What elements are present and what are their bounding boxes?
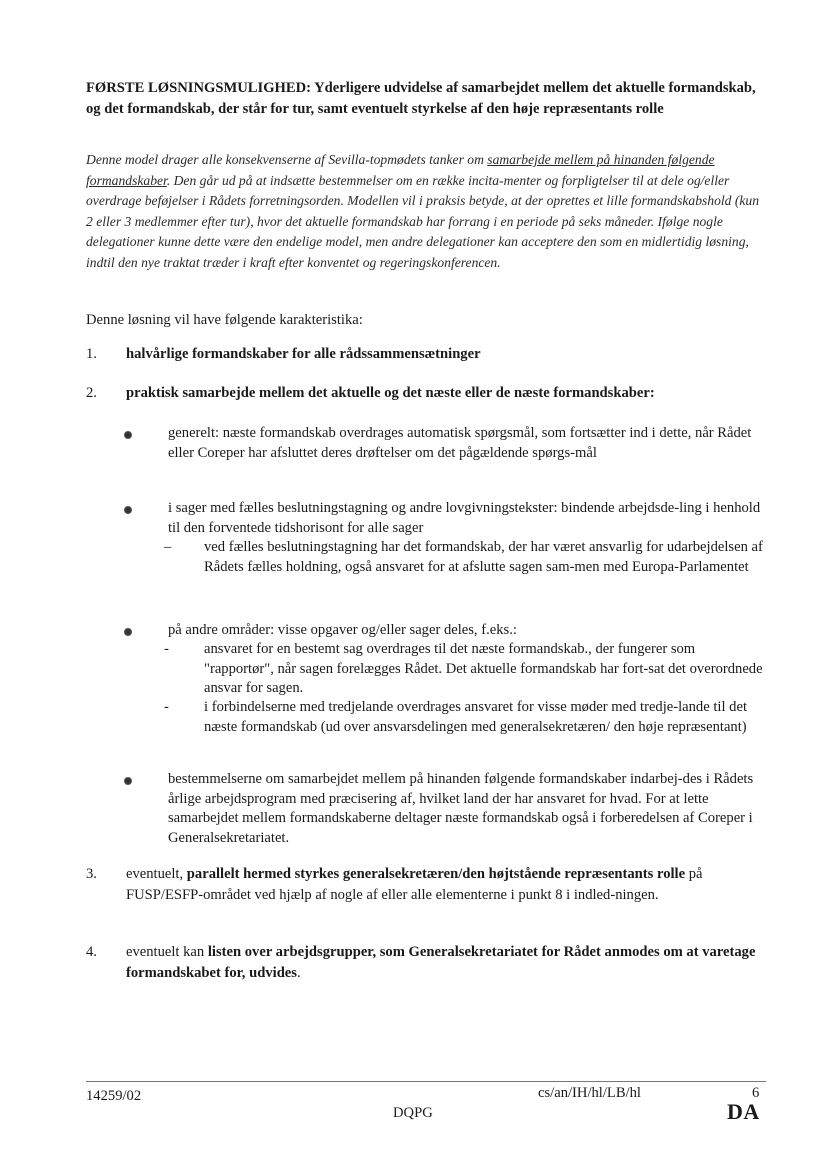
bullet-text: bestemmelserne om samarbejdet mellem på hinanden følgende formandskaber indarbej-des i Rådets årlige arbejdsprogram med præcisering af, hvilket land der har ansvaret for hvad. For at lette samarbejdet mellem formandskaberne deltager næste formandskab også i forberedelsen af Coreper i Generalsekretariatet. [168, 771, 754, 846]
item-text [126, 942, 766, 984]
intro-paragraph [86, 150, 766, 273]
sub-text: i forbindelserne med tredjelande overdrages ansvaret for visse møder med tredje-lande til det næste formandskab (ud over ansvarsdelingen med generalsekretæren/ den høje repræsentant) [204, 699, 747, 735]
item-text [126, 864, 766, 906]
bullet-icon [124, 431, 132, 439]
item-number: 2. [86, 385, 97, 401]
footer-divider [86, 1081, 766, 1082]
sub-text: ansvaret for en bestemt sag overdrages til det næste formandskab., der fungerer som "rapportør", når sagen forelægges Rådet. Det aktuelle formandskab har fort-sat det overordnede ansvar for sagen. [204, 641, 763, 696]
footer-unit: DQPG [393, 1105, 433, 1121]
footer-language: DA [727, 1099, 760, 1124]
footer-initials: cs/an/IH/hl/LB/hl [538, 1085, 641, 1101]
dash-marker: – [164, 539, 172, 555]
heading-label: FØRSTE LØSNINGSMULIGHED: [86, 80, 312, 96]
lead-sentence: Denne løsning vil have følgende karakteristika: [86, 312, 363, 328]
section-heading [86, 78, 766, 120]
bullet-text: på andre områder: visse opgaver og/eller sager deles, f.eks.: [168, 622, 517, 638]
heading-text: Yderligere udvidelse af samarbejdet mellem det aktuelle formandskab, og det formandskab, der står for tur, samt eventuelt styrkelse af den høje repræsentants rolle [86, 80, 756, 117]
sub-text: ved fælles beslutningstagning har det formandskab, der har været ansvarlig for udarbejdelsen af Rådets fælles holdning, også ansvaret for at afslutte sagen sam-men med Europa-Parlamentet [204, 539, 763, 575]
item-text: praktisk samarbejde mellem det aktuelle og det næste eller de næste formandskaber: [126, 385, 655, 401]
item-text: halvårlige formandskaber for alle rådssammensætninger [126, 346, 481, 362]
dash-marker: - [164, 641, 169, 657]
item-post: . [296, 965, 301, 981]
item-pre: eventuelt, [126, 866, 187, 882]
item-post: på FUSP/ESFP-området ved hjælp af nogle af eller alle elementerne i punkt 8 i indled-ningen. [126, 866, 703, 903]
bullet-text: generelt: næste formandskab overdrages automatisk spørgsmål, som fortsætter ind i dette, når Rådet eller Coreper har afsluttet deres drøftelser om det pågældende spørgs-mål [168, 425, 752, 461]
dash-marker: - [164, 699, 169, 715]
bullet-text: i sager med fælles beslutningstagning og andre lovgivningstekster: bindende arbejdsde-ling i henhold til den forventede tidshorisont for alle sager [168, 500, 761, 536]
footer-doc-number: 14259/02 [86, 1088, 142, 1104]
item-bold: listen over arbejdsgrupper, som Generalsekretariatet for Rådet anmodes om at varetage formandskabet for, udvides [126, 944, 756, 981]
item-number: 4. [86, 944, 97, 960]
bullet-icon [124, 506, 132, 514]
item-number: 3. [86, 866, 97, 882]
footer-page-number: 6 [752, 1085, 760, 1101]
bullet-icon [124, 777, 132, 785]
item-number: 1. [86, 346, 97, 362]
intro-underlined: samarbejde mellem på hinanden følgende formandskaber [86, 152, 715, 188]
item-pre: eventuelt kan [126, 944, 208, 960]
intro-part2: . Den går ud på at indsætte bestemmelser om en række incita-menter og forpligtelser til at dele og/eller overdrage beføjelser i Rådets forretningsorden. Modellen vil i praksis betyde, at der oprettes et lille formandskabshold (kun 2 eller 3 medlemmer efter tur), hvor det aktuelle formandskab har forrang i en periode på seks måneder. Ifølge nogle delegationer kunne dette være den endelige model, men andre delegationer kan acceptere den som en midlertidig løsning, indtil den nye traktat træder i kraft efter konventet og regeringskonferencen. [86, 172, 760, 270]
intro-part1: Denne model drager alle konsekvenserne af Sevilla-topmødets tanker om [86, 152, 488, 167]
item-bold: parallelt hermed styrkes generalsekretæren/den højtstående repræsentants rolle [186, 866, 686, 882]
bullet-icon [124, 628, 132, 636]
